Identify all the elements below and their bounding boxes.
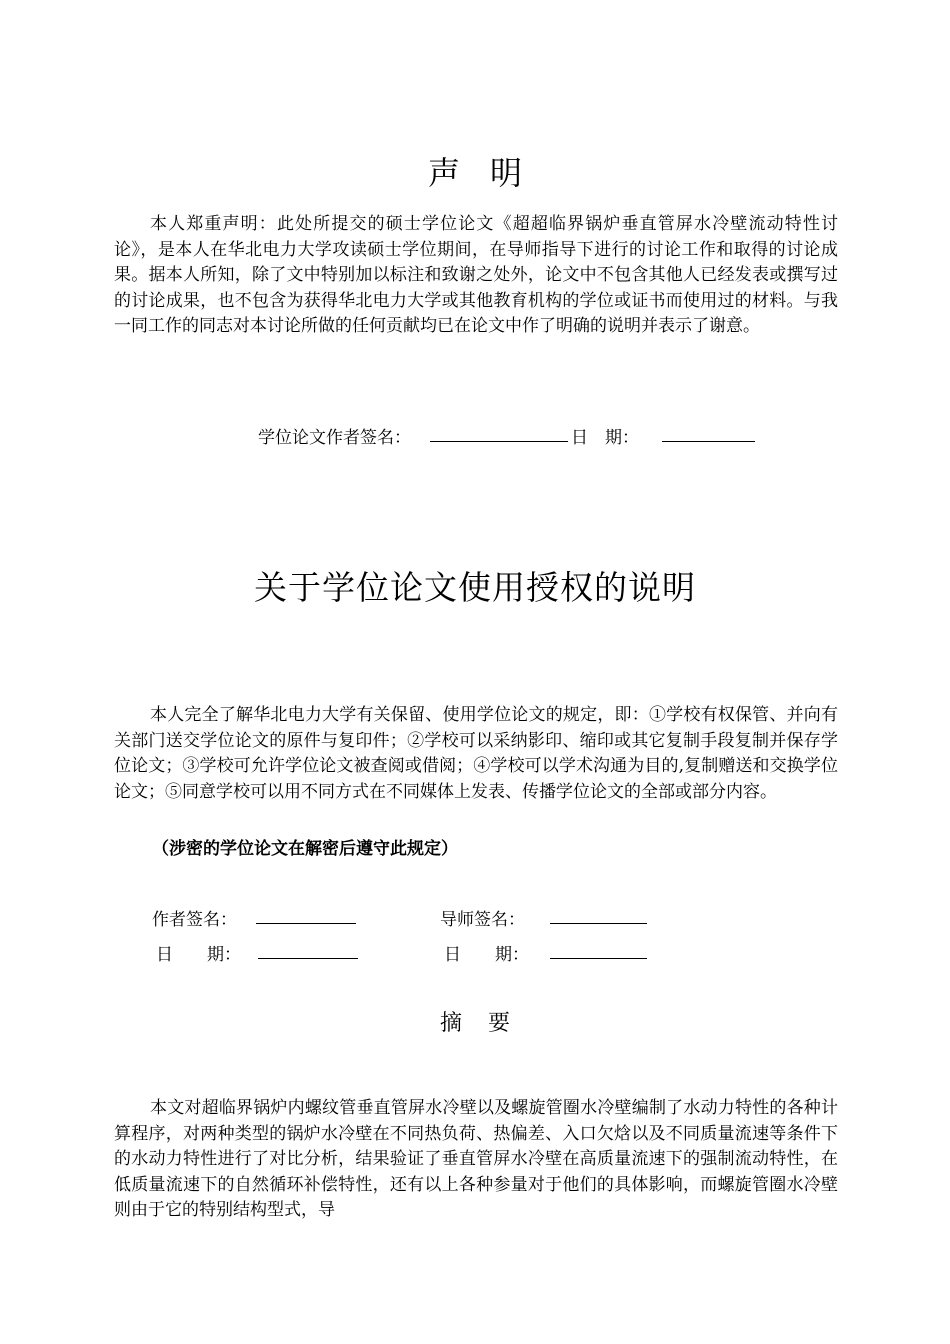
- abstract-body: 本文对超临界锅炉内螺纹管垂直管屏水冷壁以及螺旋管圈水冷壁编制了水动力特性的各种计算程序，对两种类型的锅炉水冷壁在不同热负荷、热偏差、入口欠焓以及不同质量流速等条件下的水动力特性进行了对比分析，结果验证了垂直管屏水冷壁在高质量流速下的强制流动特性，在低质量流速下的自然循环补偿特性，还有以上各种参量对于他们的具体影响，而螺旋管圈水冷壁则由于它的特别结构型式，导: [114, 1098, 838, 1220]
- advisor-date-line[interactable]: [550, 940, 647, 959]
- declaration-date-line[interactable]: [662, 423, 755, 442]
- advisor-signature-line[interactable]: [550, 905, 647, 924]
- thesis-author-signature-line[interactable]: [430, 423, 568, 442]
- confidential-note: （涉密的学位论文在解密后遵守此规定）: [152, 839, 458, 859]
- authorization-title: 关于学位论文使用授权的说明: [254, 568, 696, 607]
- advisor-date-label: 日 期：: [444, 945, 529, 965]
- thesis-author-signature-label: 学位论文作者签名：: [258, 428, 411, 448]
- author-date-line[interactable]: [258, 940, 358, 959]
- author-date-label: 日 期：: [156, 945, 241, 965]
- author-signature-label: 作者签名：: [152, 910, 237, 930]
- advisor-signature-label: 导师签名：: [440, 910, 525, 930]
- author-signature-line[interactable]: [256, 905, 356, 924]
- declaration-title: 声明: [427, 154, 552, 192]
- declaration-body: 本人郑重声明：此处所提交的硕士学位论文《超超临界锅炉垂直管屏水冷壁流动特性讨论》，是本人在华北电力大学攻读硕士学位期间，在导师指导下进行的讨论工作和取得的讨论成果。据本人所知，除了文中特别加以标注和致谢之处外，论文中不包含其他人已经发表或撰写过的讨论成果，也不包含为获得华北电力大学或其他教育机构的学位或证书而使用过的材料。与我一同工作的同志对本讨论所做的任何贡献均已在论文中作了明确的说明并表示了谢意。: [114, 214, 838, 336]
- authorization-body: 本人完全了解华北电力大学有关保留、使用学位论文的规定，即：①学校有权保管、并向有关部门送交学位论文的原件与复印件；②学校可以采纳影印、缩印或其它复制手段复制并保存学位论文；③学校可允许学位论文被查阅或借阅；④学校可以学术沟通为目的,复制赠送和交换学位论文；⑤同意学校可以用不同方式在不同媒体上发表、传播学位论文的全部或部分内容。: [114, 705, 838, 802]
- declaration-date-label: 日 期：: [571, 428, 639, 448]
- abstract-title: 摘要: [439, 1011, 536, 1036]
